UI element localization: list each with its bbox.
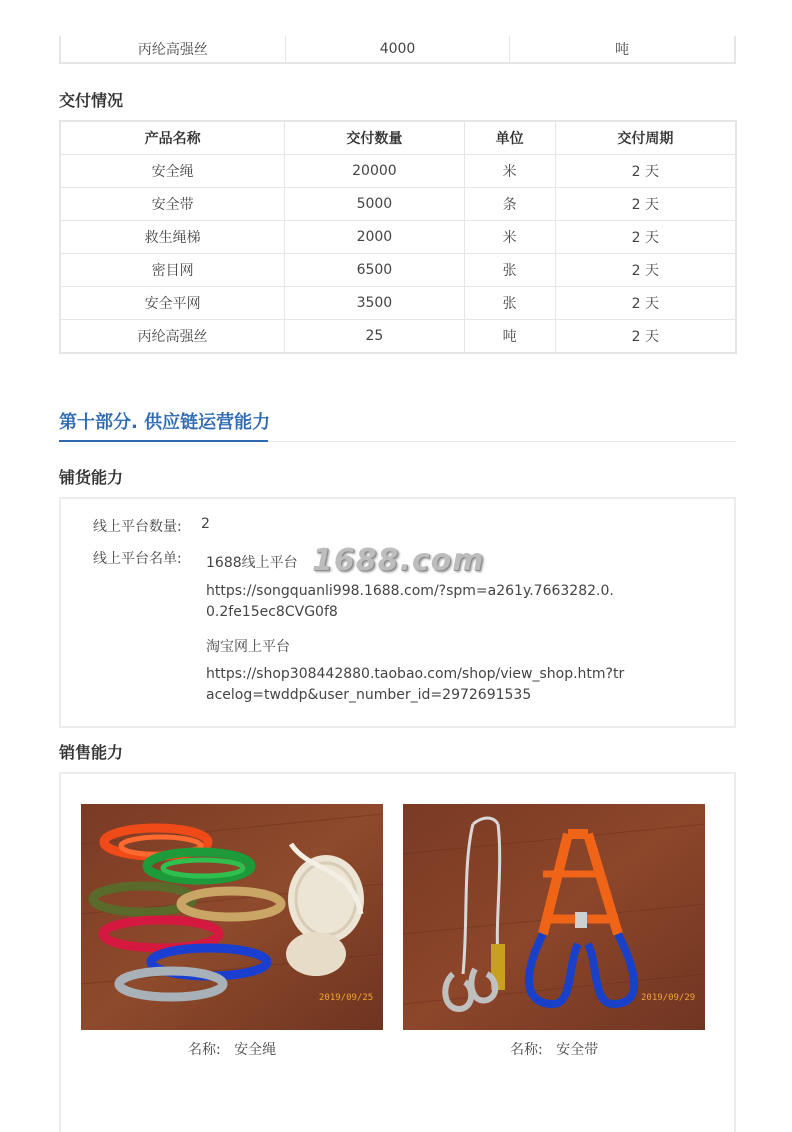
table-row [60,254,736,287]
table-cell: 丙纶高强丝 [61,36,286,62]
platform1-link[interactable]: https://songquanli998.1688.com/?spm=a261y.7663282.0.0.2fe15ec8CVG0f8 [206,583,614,620]
table-cell: 张 [464,254,555,287]
header-quantity: 交付数量 [285,121,464,155]
delivery-title: 交付情况 [59,91,124,110]
table-cell: 4000 [286,36,511,62]
table-cell: 6500 [285,254,464,287]
delivery-table [59,120,737,354]
table-cell: 张 [464,287,555,320]
caption-name: 安全带 [556,1042,599,1058]
platform-count-label: 线上平台数量: [93,519,182,535]
table-cell: 2000 [285,221,464,254]
table-row [60,320,736,354]
table-cell: 安全平网 [60,287,285,320]
caption-name: 安全绳 [234,1042,277,1058]
table-cell: 2 天 [555,254,736,287]
distribution-title: 铺货能力 [59,468,124,487]
harness-product-photo [403,804,705,1030]
sales-title: 销售能力 [59,743,124,762]
photo-date-stamp: 2019/09/29 [641,993,696,1003]
harness-image [403,804,705,1030]
table-header-row [60,121,736,155]
table-cell: 丙纶高强丝 [60,320,285,354]
table-row [60,287,736,320]
table-cell: 2 天 [555,221,736,254]
platform2-link[interactable]: https://shop308442880.taobao.com/shop/view_shop.htm?tracelog=twddp&user_number_id=2972691535 [206,666,625,703]
header-cycle: 交付周期 [555,121,736,155]
table-cell: 米 [464,155,555,188]
table-cell: 救生绳梯 [60,221,285,254]
table-cell: 20000 [285,155,464,188]
platform1-name: 1688线上平台 [206,555,298,571]
table-cell: 米 [464,221,555,254]
rope-image [81,804,383,1030]
table-cell: 条 [464,188,555,221]
caption-label: 名称: [188,1042,221,1058]
table-row [60,155,736,188]
section-title: 第十部分. 供应链运营能力 [59,412,271,433]
table-cell: 25 [285,320,464,354]
header-product: 产品名称 [60,121,285,155]
1688-logo: 1688.com [312,543,485,578]
table-cell: 安全带 [60,188,285,221]
caption-label: 名称: [510,1042,543,1058]
rope-product-photo [81,804,383,1030]
table-cell: 密目网 [60,254,285,287]
table-cell: 2 天 [555,287,736,320]
table-cell: 2 天 [555,188,736,221]
harness-caption [510,1039,598,1059]
table-cell: 2 天 [555,320,736,354]
table-cell: 吨 [464,320,555,354]
capacity-table-last-row [59,36,736,64]
platform-list-label: 线上平台名单: [93,551,182,567]
platform-count-value: 2 [201,516,210,532]
table-row [60,188,736,221]
header-unit: 单位 [464,121,555,155]
table-cell: 5000 [285,188,464,221]
table-row [60,221,736,254]
table-cell: 3500 [285,287,464,320]
table-cell: 吨 [615,42,630,58]
table-cell: 2 天 [555,155,736,188]
platform2-name: 淘宝网上平台 [206,639,290,655]
section-divider-accent [59,440,268,442]
table-cell: 安全绳 [60,155,285,188]
photo-date-stamp: 2019/09/25 [319,993,374,1003]
rope-caption [188,1039,276,1059]
